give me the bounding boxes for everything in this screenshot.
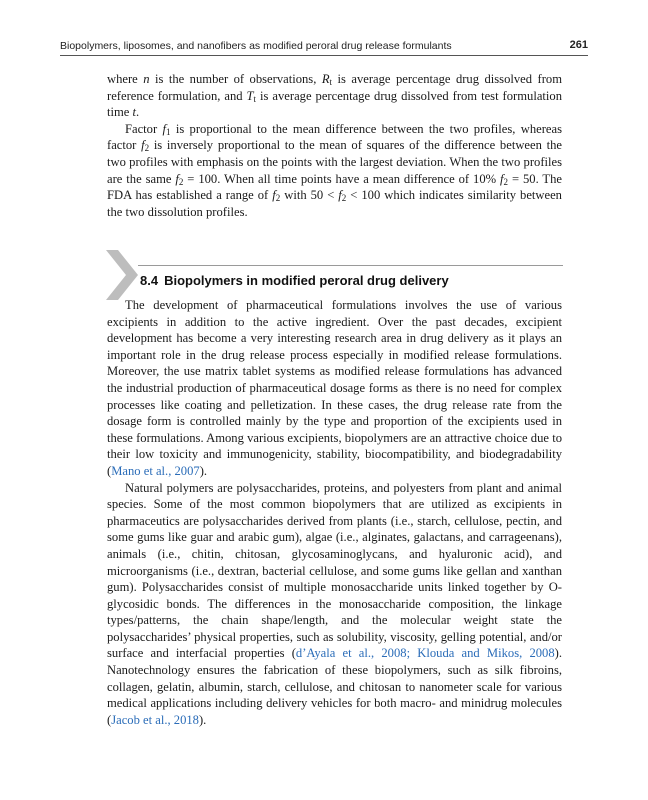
section-rule — [138, 265, 563, 266]
header-rule — [60, 55, 588, 56]
factor-paragraph: Factor $f_1$ is proportional to the mean difference between the two profiles, whereas factor $f_2$ is inversely proportional to the mean of squares of the difference between the two profiles with emphasis on the points with the largest deviation. When the two profiles are the same $f_2 = 100$. When all time points have a mean difference of 10% $f_2 = 50$. The FDA has established a range of $f_2$ with $50 < f_2 < 100$ which indicates similarity between the two dissolution profiles. — [107, 121, 563, 219]
running-header — [60, 38, 588, 54]
section-paragraph-1: The development of pharmaceutical formulations involves the use of various excipients in addition to the active ingredient. Over the past decades, excipient development has become a very interesting research area in drug delivery as it plays an important role in the drug release process especially in modified release formulations. Moreover, the use matrix tablet systems as modified release formulations has advanced the industrial production of pharmaceutical dosage forms as there is no need for complex processes like coating and pelletization. In these cases, the drug release rate from the dosage form is controlled mainly by the type and proportion of the excipients used in these formulations. Among various excipients, biopolymers are an attractive choice due to their low toxicity and immunogenicity, stability, biocompatibility, and biodegradability (Mano et al., 2007). — [107, 298, 562, 478]
definition-paragraph: where n is the number of observations, $R_t$ is average percentage drug dissolved from reference formulation, and $T_t$ is average percentage drug dissolved from test formulation time t. — [107, 72, 562, 120]
section-title: Biopolymers in modified peroral drug delivery — [164, 273, 449, 288]
citation-link[interactable]: Mano et al., 2007 — [111, 463, 200, 478]
section-body — [107, 297, 562, 728]
section-paragraph-2: Natural polymers are polysaccharides, proteins, and polyesters from plant and animal species. Some of the most common biopolymers that are utilized as excipients in pharmaceutics are polysaccharides derived from plants (i.e., starch, cellulose, pectin, and some gums like guar and arabic gum), algae (i.e., alginates, galactans, and carrageenans), animals (i.e., chitin, chitosan, glycosaminoglycans, and hyaluronic acid), and microorganisms (i.e., dextran, bacterial cellulose, and some gums like gellan and xanthan gum). Polysaccharides consist of multiple monosaccharide units linked together by O-glycosidic bonds. The differences in the monosaccharide composition, the linkage types/patterns, the chain shape/length, and the molecular weight state the polysaccharides’ physical properties, such as solubility, viscosity, gelling potential, and/or surface and interfacial properties (d’Ayala et al., 2008; Klouda and Mikos, 2008). Nanotechnology ensures the fabrication of these biopolymers, such as silk fibroins, collagen, gelatin, albumin, starch, cellulose, and chitosan to nanometer scale for various medical applications including delivery vehicles for both macro- and minidrug molecules (Jacob et al., 2018). — [107, 480, 562, 727]
section-number: 8.4 — [140, 273, 159, 288]
running-title: Biopolymers, liposomes, and nanofibers as modified peroral drug release formulants — [60, 40, 452, 52]
intro-text — [107, 71, 562, 220]
page-number: 261 — [569, 39, 588, 51]
citation-link[interactable]: Jacob et al., 2018 — [111, 712, 199, 727]
section-heading — [140, 273, 560, 288]
section-chevron-icon — [106, 250, 140, 300]
citation-link[interactable]: d’Ayala et al., 2008; Klouda and Mikos, 2008 — [295, 646, 555, 661]
